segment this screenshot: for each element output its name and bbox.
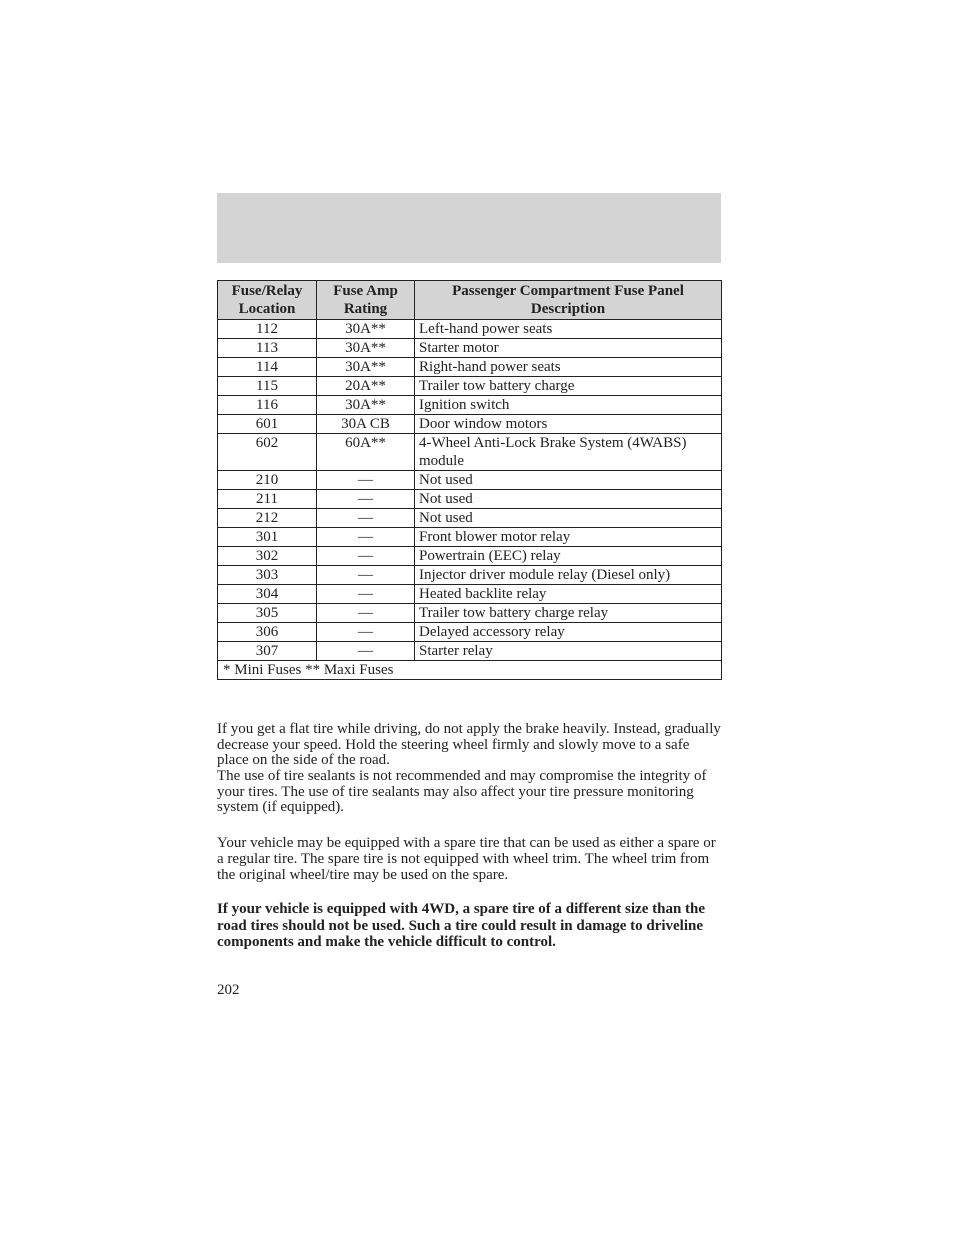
fuse-location-cell: 212 (218, 509, 317, 528)
table-row (218, 358, 722, 377)
fuse-description-cell: Starter motor (415, 339, 722, 358)
fuse-rating-cell: — (317, 528, 415, 547)
table-row (218, 434, 722, 471)
fuse-table (217, 280, 722, 680)
header-description: Passenger Compartment Fuse Panel Description (415, 281, 722, 320)
fuse-description-cell: Trailer tow battery charge (415, 377, 722, 396)
fuse-location-cell: 301 (218, 528, 317, 547)
flat-tire-paragraph: If you get a flat tire while driving, do not apply the brake heavily. Instead, gradually decrease your speed. Hold the steering wheel firmly and slowly move to a safe place on the side of the road. (217, 721, 721, 768)
table-row (218, 415, 722, 434)
header-rating: Fuse Amp Rating (317, 281, 415, 320)
fuse-location-cell: 302 (218, 547, 317, 566)
fuse-description-cell: Not used (415, 490, 722, 509)
fuse-description-cell: Front blower motor relay (415, 528, 722, 547)
fuse-rating-cell: — (317, 471, 415, 490)
4wd-warning-paragraph: If your vehicle is equipped with 4WD, a spare tire of a different size than the road tires should not be used. Such a tire could result in damage to driveline components and make the vehicle difficult to control. (217, 901, 706, 950)
spare-tire-paragraph: Your vehicle may be equipped with a spare tire that can be used as either a spare or a regular tire. The spare tire is not equipped with wheel trim. The wheel trim from the original wheel/tire may be used on the spare. (217, 835, 716, 883)
table-row (218, 377, 722, 396)
fuse-rating-cell: — (317, 547, 415, 566)
fuse-location-cell: 113 (218, 339, 317, 358)
fuse-rating-cell: 30A** (317, 339, 415, 358)
fuse-description-cell: Not used (415, 471, 722, 490)
fuse-description-cell: Powertrain (EEC) relay (415, 547, 722, 566)
table-row (218, 566, 722, 585)
fuse-location-cell: 304 (218, 585, 317, 604)
fuse-location-cell: 112 (218, 320, 317, 339)
fuse-rating-cell: 30A CB (317, 415, 415, 434)
table-row (218, 585, 722, 604)
fuse-rating-cell: — (317, 566, 415, 585)
fuse-description-cell: Door window motors (415, 415, 722, 434)
fuse-location-cell: 210 (218, 471, 317, 490)
fuse-rating-cell: — (317, 585, 415, 604)
table-row (218, 604, 722, 623)
fuse-location-cell: 116 (218, 396, 317, 415)
table-row (218, 509, 722, 528)
fuse-rating-cell: — (317, 623, 415, 642)
table-row (218, 528, 722, 547)
fuse-table-header-row (218, 281, 722, 320)
fuse-rating-cell: 30A** (317, 320, 415, 339)
fuse-description-cell: Ignition switch (415, 396, 722, 415)
fuse-rating-cell: 30A** (317, 358, 415, 377)
fuse-location-cell: 601 (218, 415, 317, 434)
fuse-description-cell: Starter relay (415, 642, 722, 661)
fuse-description-cell: Heated backlite relay (415, 585, 722, 604)
table-row (218, 623, 722, 642)
fuse-location-cell: 306 (218, 623, 317, 642)
fuse-rating-cell: 20A** (317, 377, 415, 396)
fuse-description-cell: 4-Wheel Anti-Lock Brake System (4WABS) module (415, 434, 722, 471)
table-row (218, 339, 722, 358)
table-row (218, 547, 722, 566)
page-number: 202 (217, 982, 240, 998)
tire-sealants-paragraph: The use of tire sealants is not recommended and may compromise the integrity of your tires. The use of tire sealants may also affect your tire pressure monitoring system (if equipped). (217, 768, 707, 815)
table-row (218, 320, 722, 339)
fuse-description-cell: Trailer tow battery charge relay (415, 604, 722, 623)
table-row (218, 396, 722, 415)
fuse-location-cell: 211 (218, 490, 317, 509)
fuse-description-cell: Delayed accessory relay (415, 623, 722, 642)
section-header-band (217, 193, 721, 263)
table-row (218, 471, 722, 490)
fuse-location-cell: 307 (218, 642, 317, 661)
fuse-rating-cell: — (317, 604, 415, 623)
table-row (218, 642, 722, 661)
fuse-footnote: * Mini Fuses ** Maxi Fuses (218, 661, 722, 680)
fuse-location-cell: 305 (218, 604, 317, 623)
fuse-location-cell: 114 (218, 358, 317, 377)
fuse-rating-cell: — (317, 509, 415, 528)
fuse-rating-cell: 60A** (317, 434, 415, 471)
fuse-rating-cell: — (317, 642, 415, 661)
table-row (218, 490, 722, 509)
header-location: Fuse/Relay Location (218, 281, 317, 320)
fuse-table-footnote-row (218, 661, 722, 680)
fuse-description-cell: Right-hand power seats (415, 358, 722, 377)
fuse-location-cell: 115 (218, 377, 317, 396)
fuse-description-cell: Injector driver module relay (Diesel only) (415, 566, 722, 585)
fuse-rating-cell: — (317, 490, 415, 509)
fuse-location-cell: 602 (218, 434, 317, 471)
fuse-location-cell: 303 (218, 566, 317, 585)
fuse-rating-cell: 30A** (317, 396, 415, 415)
fuse-description-cell: Left-hand power seats (415, 320, 722, 339)
fuse-description-cell: Not used (415, 509, 722, 528)
